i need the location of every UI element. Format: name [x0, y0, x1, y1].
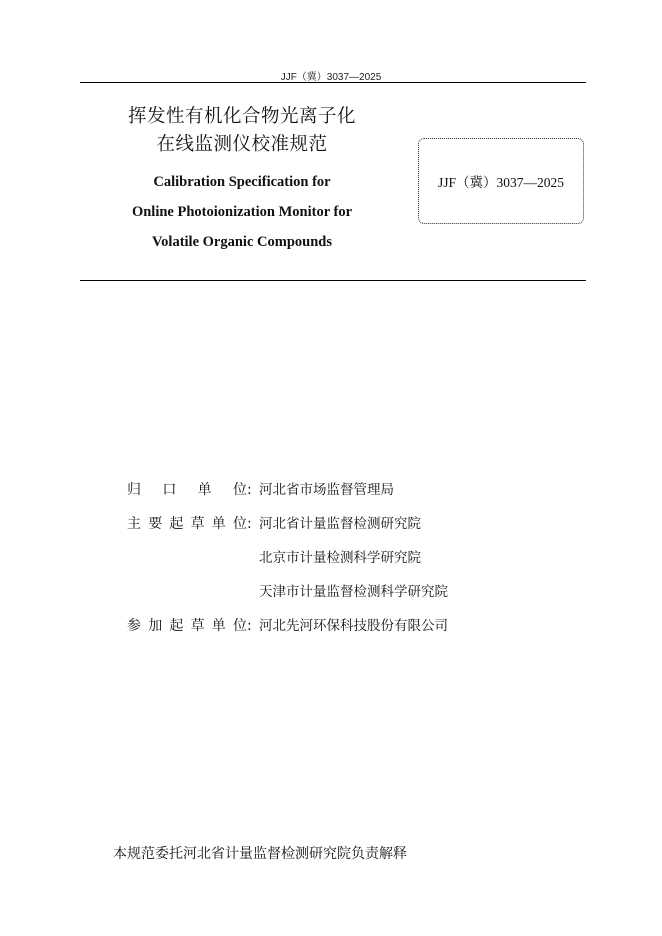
unit-row-responsible	[127, 478, 547, 512]
unit-colon: :	[247, 618, 252, 634]
english-title-line-2: Online Photoionization Monitor for	[131, 204, 353, 220]
chinese-title-line-1: 挥发性有机化合物光离子化	[127, 106, 356, 127]
english-title-line-3: Volatile Organic Compounds	[152, 234, 332, 250]
running-header: JJF（冀）3037—2025	[280, 72, 382, 83]
unit-row-main-drafter-2	[127, 546, 547, 580]
unit-row-participating-drafter	[127, 614, 547, 648]
specification-code-box	[418, 138, 584, 224]
unit-label: 主 要 起 草 单 位	[127, 516, 247, 532]
unit-row-main-drafter-3	[127, 580, 547, 614]
title-divider-rule	[80, 280, 586, 281]
specification-code: JJF（冀）3037—2025	[437, 175, 564, 190]
unit-value: 河北省计量监督检测研究院	[259, 516, 421, 532]
unit-value: 北京市计量检测科学研究院	[259, 550, 421, 566]
unit-colon: :	[247, 482, 252, 498]
interpretation-note: 本规范委托河北省计量监督检测研究院负责解释	[113, 846, 407, 862]
chinese-title-line-2: 在线监测仪校准规范	[156, 134, 328, 155]
unit-value: 河北先河环保科技股份有限公司	[259, 618, 448, 634]
unit-value: 河北省市场监督管理局	[259, 482, 394, 498]
unit-value: 天津市计量监督检测科学研究院	[259, 584, 448, 600]
drafting-units	[127, 478, 547, 648]
unit-colon: :	[247, 516, 252, 532]
unit-label: 参 加 起 草 单 位	[127, 618, 247, 634]
english-title-line-1: Calibration Specification for	[153, 174, 331, 190]
title-block	[100, 103, 384, 257]
header-rule	[80, 82, 586, 83]
unit-label: 归 口 单 位	[127, 482, 247, 498]
unit-row-main-drafter	[127, 512, 547, 546]
